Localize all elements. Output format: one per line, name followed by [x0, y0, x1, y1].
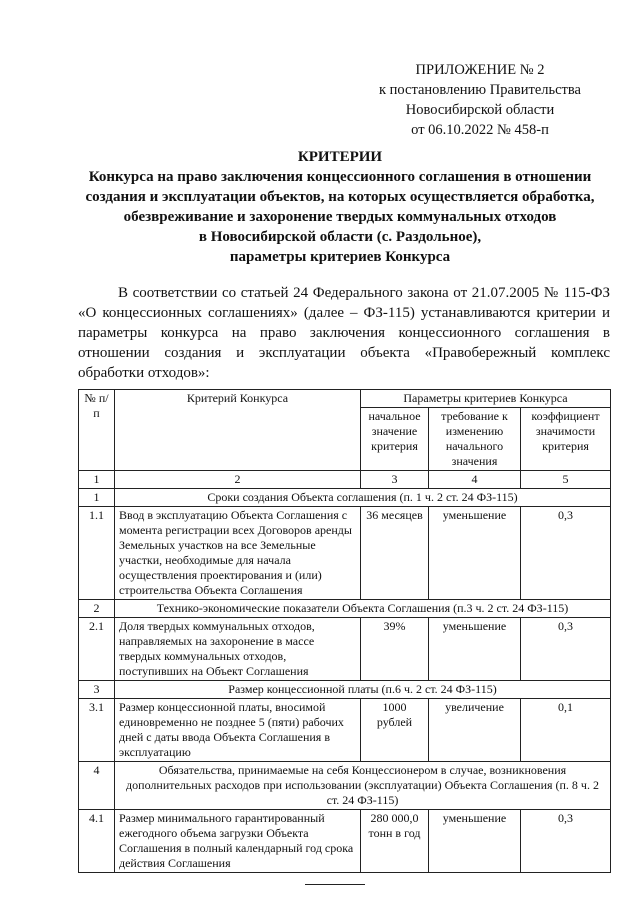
appendix-block [360, 60, 600, 140]
document-heading [60, 147, 620, 267]
heading-line-1: Конкурса на право заключения концессионного соглашения в отношении [88, 169, 592, 185]
initial-value: 1000 рублей [361, 699, 429, 762]
heading-line-2: создания и эксплуатации объектов, на которых осуществляется обработка, [85, 189, 595, 205]
initial-value: 280 000,0 тонн в год [361, 810, 429, 873]
significance-coefficient: 0,1 [521, 699, 611, 762]
significance-coefficient: 0,3 [521, 810, 611, 873]
header-initial-value: начальное значение критерия [361, 408, 429, 471]
header-criterion: Критерий Конкурса [115, 390, 361, 471]
initial-value: 36 месяцев [361, 507, 429, 600]
section-number: 1 [79, 489, 115, 507]
heading-line-5: параметры критериев Конкурса [229, 249, 451, 265]
header-coefficient: коэффициент значимости критерия [521, 408, 611, 471]
change-requirement: увеличение [429, 699, 521, 762]
table-row [79, 810, 611, 873]
header-parameters: Параметры критериев Конкурса [361, 390, 611, 408]
initial-value: 39% [361, 618, 429, 681]
change-requirement: уменьшение [429, 507, 521, 600]
column-number: 2 [115, 471, 361, 489]
intro-paragraph: В соответствии со статьей 24 Федерального закона от 21.07.2005 № 115-ФЗ «О концессионных соглашениях» (далее – ФЗ-115) устанавливаются критерии и параметры конкурса на право заключения концессионного соглашения в отношении создания и эксплуатации объекта «Правобережный комплекс обработки отходов»: [78, 285, 610, 381]
table-row [79, 699, 611, 762]
section-row [79, 681, 611, 699]
section-number: 3 [79, 681, 115, 699]
section-title: Сроки создания Объекта соглашения (п. 1 ч. 2 ст. 24 ФЗ-115) [115, 489, 611, 507]
change-requirement: уменьшение [429, 618, 521, 681]
heading-line-4: в Новосибирской области (с. Раздольное), [198, 229, 482, 245]
document-title: КРИТЕРИИ [297, 149, 383, 165]
section-title: Технико-экономические показатели Объекта Соглашения (п.3 ч. 2 ст. 24 ФЗ-115) [115, 600, 611, 618]
table-row [79, 618, 611, 681]
appendix-number: ПРИЛОЖЕНИЕ № 2 [415, 62, 545, 78]
appendix-date: от 06.10.2022 № 458-п [411, 122, 549, 138]
section-number: 4 [79, 762, 115, 810]
significance-coefficient: 0,3 [521, 507, 611, 600]
change-requirement: уменьшение [429, 810, 521, 873]
header-requirement: требование к изменению начального значения [429, 408, 521, 471]
end-divider [305, 884, 365, 885]
section-number: 2 [79, 600, 115, 618]
section-title: Размер концессионной платы (п.6 ч. 2 ст. 24 ФЗ-115) [115, 681, 611, 699]
table-row [79, 507, 611, 600]
column-number: 5 [521, 471, 611, 489]
table-header-row [79, 390, 611, 408]
criterion-text: Доля твердых коммунальных отходов, направляемых на захоронение в массе твердых коммунальных отходов, поступивших на Объект Соглашения [115, 618, 361, 681]
appendix-resolution: к постановлению Правительства [379, 82, 581, 98]
section-row [79, 489, 611, 507]
row-number: 2.1 [79, 618, 115, 681]
column-number: 1 [79, 471, 115, 489]
heading-line-3: обезвреживание и захоронение твердых коммунальных отходов [123, 209, 557, 225]
column-number: 4 [429, 471, 521, 489]
criterion-text: Размер минимального гарантированный ежегодного объема загрузки Объекта Соглашения в полный календарный год срока действия Соглашения [115, 810, 361, 873]
row-number: 4.1 [79, 810, 115, 873]
appendix-region: Новосибирской области [405, 102, 555, 118]
significance-coefficient: 0,3 [521, 618, 611, 681]
section-title: Обязательства, принимаемые на себя Концессионером в случае, возникновения дополнительных расходов при использовании (эксплуатации) Объекта Соглашения (п. 8 ч. 2 ст. 24 ФЗ-115) [115, 762, 611, 810]
criteria-table [78, 389, 611, 873]
column-number-row [79, 471, 611, 489]
section-row [79, 600, 611, 618]
criterion-text: Размер концессионной платы, вносимой единовременно не позднее 5 (пяти) рабочих дней с даты ввода Объекта Соглашения в эксплуатацию [115, 699, 361, 762]
header-number: № п/п [79, 390, 115, 471]
criterion-text: Ввод в эксплуатацию Объекта Соглашения с момента регистрации всех Договоров аренды Земельных участков на все Земельные участки, необходимые для начала осуществления проектирования и (или) строительства Объекта Соглашения [115, 507, 361, 600]
column-number: 3 [361, 471, 429, 489]
row-number: 3.1 [79, 699, 115, 762]
row-number: 1.1 [79, 507, 115, 600]
section-row [79, 762, 611, 810]
